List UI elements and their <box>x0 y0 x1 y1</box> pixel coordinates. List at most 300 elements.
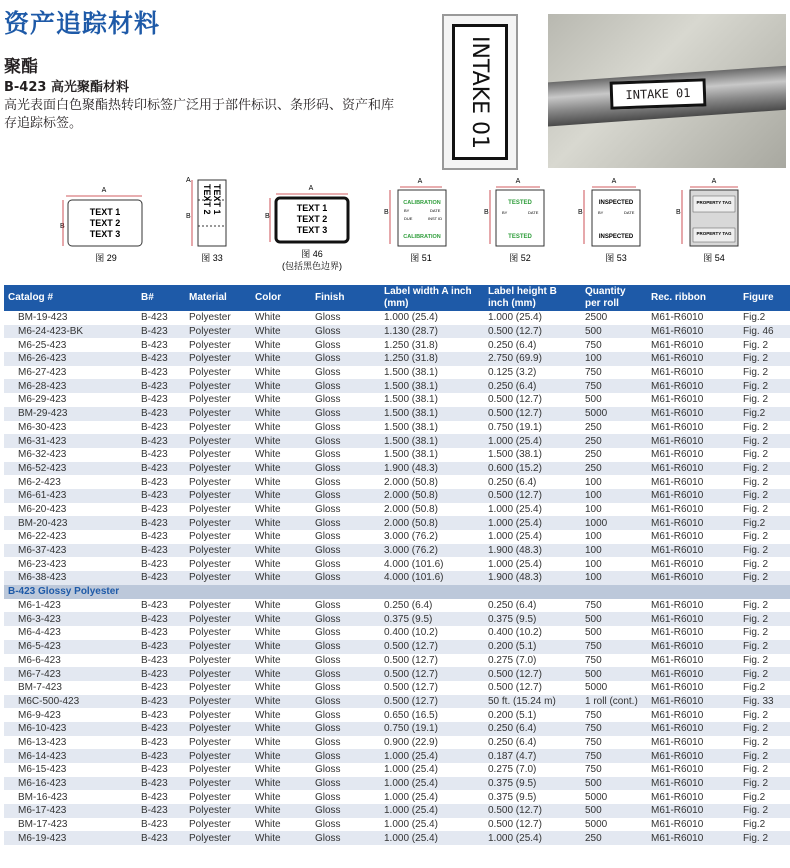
table-cell: M6-61-423 <box>4 489 137 503</box>
header-label-height: Label height B inch (mm) <box>484 285 581 311</box>
dim-a-label: A <box>308 185 314 192</box>
table-cell: Polyester <box>189 421 231 433</box>
table-cell: Polyester <box>185 749 251 763</box>
table-cell: Gloss <box>311 722 380 736</box>
table-cell: 4.000 (101.6) <box>380 571 484 585</box>
property-tag-heading: PROPERTY TAG <box>696 231 732 236</box>
table-cell: B-423 <box>137 804 185 818</box>
table-cell: Polyester <box>185 640 251 654</box>
table-cell: B-423 <box>137 612 185 626</box>
figure-caption: 图 53 <box>605 253 627 263</box>
table-row <box>4 544 790 558</box>
table-cell: B-423 <box>137 831 185 845</box>
table-cell: 2.000 (50.8) <box>380 489 484 503</box>
table-cell: 1.000 (25.4) <box>384 791 438 803</box>
table-cell: 1.000 (25.4) <box>380 804 484 818</box>
table-row <box>4 557 790 571</box>
by-label: BY <box>502 210 508 215</box>
table-cell: 250 <box>581 462 647 476</box>
property-tag-heading: PROPERTY TAG <box>696 200 732 205</box>
table-cell: 1.000 (25.4) <box>380 777 484 791</box>
table-cell: Fig. 2 <box>743 394 769 406</box>
table-row <box>4 667 790 681</box>
table-cell: M61-R6010 <box>647 407 739 421</box>
table-cell: 0.500 (12.7) <box>484 407 581 421</box>
fig-text-line: TEXT 2 <box>89 218 121 228</box>
table-cell: Fig.2 <box>739 407 790 421</box>
table-cell: 0.375 (9.5) <box>484 612 581 626</box>
table-cell: M61-R6010 <box>651 339 704 351</box>
table-cell: White <box>255 449 281 461</box>
table-cell: 750 <box>585 654 602 666</box>
table-cell: 2500 <box>585 312 608 324</box>
table-cell: 100 <box>585 531 602 543</box>
table-cell: B-423 <box>137 462 185 476</box>
table-cell: M61-R6010 <box>651 531 704 543</box>
table-cell: Fig. 46 <box>739 325 790 339</box>
table-cell: White <box>255 791 281 803</box>
figure-46 <box>265 185 348 271</box>
table-row <box>4 612 790 626</box>
table-cell: White <box>251 571 311 585</box>
table-cell: Fig. 2 <box>739 462 790 476</box>
table-cell: M6-20-423 <box>18 503 67 515</box>
dim-b-label: B <box>676 209 681 216</box>
table-cell: 2.000 (50.8) <box>380 516 484 530</box>
table-cell: Gloss <box>315 339 341 351</box>
table-cell: M61-R6010 <box>651 421 704 433</box>
table-cell: 750 <box>581 749 647 763</box>
fig-text-line: TEXT 1 <box>89 207 121 217</box>
table-cell: 1.000 (25.4) <box>484 516 581 530</box>
table-cell: M61-R6010 <box>647 722 739 736</box>
table-cell: B-423 <box>141 654 168 666</box>
table-cell: White <box>251 544 311 558</box>
dim-b-label: B <box>186 213 191 220</box>
table-cell: 0.500 (12.7) <box>484 489 581 503</box>
table-cell: Fig.2 <box>743 312 766 324</box>
table-cell: B-423 <box>137 407 185 421</box>
table-cell: Polyester <box>189 476 231 488</box>
table-cell: Fig. 2 <box>743 421 769 433</box>
table-cell: 1.500 (38.1) <box>380 379 484 393</box>
table-cell: Polyester <box>185 434 251 448</box>
table-cell: B-423 <box>141 819 168 831</box>
table-cell: 1.500 (38.1) <box>384 367 438 379</box>
table-row <box>4 393 790 407</box>
table-cell: 500 <box>581 667 647 681</box>
table-cell: B-423 <box>137 325 185 339</box>
due-label: DUE <box>404 216 413 221</box>
table-cell: M61-R6010 <box>651 600 704 612</box>
table-cell: B-423 <box>137 489 185 503</box>
calibration-heading: CALIBRATION <box>403 234 441 240</box>
table-cell: 250 <box>581 831 647 845</box>
table-cell: White <box>251 667 311 681</box>
table-cell: M61-R6010 <box>651 791 704 803</box>
table-cell: Fig. 2 <box>739 804 790 818</box>
table-cell: B-423 <box>141 682 168 694</box>
table-cell: B-423 <box>141 339 168 351</box>
table-cell: M6-6-423 <box>18 654 61 666</box>
table-cell: M61-R6010 <box>647 831 739 845</box>
table-cell: White <box>251 516 311 530</box>
table-cell: M6-22-423 <box>18 531 67 543</box>
table-cell: 750 <box>585 367 602 379</box>
table-cell: Gloss <box>311 640 380 654</box>
table-cell: Fig. 2 <box>739 640 790 654</box>
fig-text-line: TEXT 1 <box>212 184 222 215</box>
table-cell: Gloss <box>311 325 380 339</box>
table-row <box>4 736 790 750</box>
table-cell: Polyester <box>189 503 231 515</box>
table-cell: M6-2-423 <box>18 476 61 488</box>
product-line: B-423 高光聚酯材料 <box>4 80 129 95</box>
figure-caption: 图 52 <box>509 253 531 263</box>
table-cell: B-423 <box>141 421 168 433</box>
table-row <box>4 695 790 709</box>
table-cell: B-423 <box>137 695 185 709</box>
figure-29 <box>60 187 142 263</box>
table-row <box>4 475 790 489</box>
date-label: DATE <box>624 210 635 215</box>
figure-caption: 图 29 <box>95 253 117 263</box>
table-cell: B-423 <box>141 449 168 461</box>
by-label: BY <box>598 210 604 215</box>
figure-53 <box>578 178 640 263</box>
date-label: DATE <box>528 210 539 215</box>
table-cell: Gloss <box>315 476 341 488</box>
table-cell: M61-R6010 <box>647 640 739 654</box>
inspected-heading: INSPECTED <box>598 200 634 206</box>
table-cell: White <box>255 682 281 694</box>
table-cell: M6-27-423 <box>18 367 67 379</box>
table-cell: Gloss <box>315 654 341 666</box>
table-cell: 2.750 (69.9) <box>484 352 581 366</box>
dim-b-label: B <box>578 209 583 216</box>
table-cell: B-423 <box>141 764 168 776</box>
table-cell: White <box>255 476 281 488</box>
table-row <box>4 831 790 845</box>
table-row <box>4 749 790 763</box>
table-cell: White <box>251 407 311 421</box>
table-cell: Gloss <box>315 819 341 831</box>
table-cell: 1.250 (31.8) <box>380 352 484 366</box>
table-cell: Polyester <box>185 667 251 681</box>
table-cell: M61-R6010 <box>647 516 739 530</box>
table-cell: Gloss <box>315 503 341 515</box>
table-cell: B-423 <box>141 503 168 515</box>
table-cell: BM-20-423 <box>4 516 137 530</box>
table-cell: Polyester <box>189 394 231 406</box>
table-cell: 0.750 (19.1) <box>488 421 542 433</box>
table-cell: M61-R6010 <box>647 612 739 626</box>
table-cell: 0.500 (12.7) <box>380 640 484 654</box>
table-cell: 4.000 (101.6) <box>384 558 444 570</box>
table-cell: Gloss <box>315 600 341 612</box>
table-cell: M61-R6010 <box>647 777 739 791</box>
table-cell: Fig.2 <box>739 516 790 530</box>
table-cell: 750 <box>581 379 647 393</box>
table-cell: 0.250 (6.4) <box>488 736 537 748</box>
header-material: Material <box>185 285 251 311</box>
figure-caption: 图 51 <box>410 253 432 263</box>
fig-text-line: TEXT 2 <box>296 214 328 224</box>
table-cell: M61-R6010 <box>647 379 739 393</box>
table-cell: Gloss <box>315 421 341 433</box>
dim-a-label: A <box>611 178 617 185</box>
table-cell: Gloss <box>311 544 380 558</box>
table-cell: 0.250 (6.4) <box>484 379 581 393</box>
table-cell: Fig. 2 <box>739 571 790 585</box>
table-cell: Polyester <box>185 489 251 503</box>
table-cell: 500 <box>581 777 647 791</box>
table-cell: White <box>251 804 311 818</box>
table-cell: 1.900 (48.3) <box>484 571 581 585</box>
table-cell: M61-R6010 <box>651 654 704 666</box>
table-cell: Gloss <box>311 777 380 791</box>
table-row <box>4 722 790 736</box>
table-cell: M6-38-423 <box>4 571 137 585</box>
table-header-row <box>4 285 790 311</box>
table-cell: 750 <box>585 339 602 351</box>
dim-b-label: B <box>265 213 270 220</box>
table-cell: White <box>255 709 281 721</box>
table-cell: BM-17-423 <box>18 819 68 831</box>
table-cell: 0.275 (7.0) <box>488 764 537 776</box>
table-row <box>4 626 790 640</box>
table-row <box>4 407 790 421</box>
table-row <box>4 708 790 722</box>
table-cell: B-423 <box>137 379 185 393</box>
table-cell: 0.750 (19.1) <box>380 722 484 736</box>
figures-strip <box>0 170 790 278</box>
table-cell: 1.000 (25.4) <box>384 819 438 831</box>
table-row <box>4 489 790 503</box>
table-cell: Fig. 2 <box>739 352 790 366</box>
table-cell: Polyester <box>185 325 251 339</box>
table-cell: White <box>255 394 281 406</box>
table-cell: 0.375 (9.5) <box>484 777 581 791</box>
table-cell: M61-R6010 <box>651 394 704 406</box>
tested-heading: TESTED <box>508 200 532 206</box>
table-row <box>4 503 790 517</box>
table-cell: 100 <box>581 489 647 503</box>
table-cell: 750 <box>585 736 602 748</box>
table-cell: B-423 <box>137 434 185 448</box>
dim-a-label: A <box>711 178 717 185</box>
table-cell: M6-3-423 <box>4 612 137 626</box>
sample-label-image <box>442 14 518 170</box>
table-cell: 5000 <box>585 682 608 694</box>
table-cell: 100 <box>585 476 602 488</box>
section-title: 聚酯 <box>4 57 38 77</box>
table-cell: B-423 <box>141 627 168 639</box>
fig-text-line: TEXT 2 <box>202 184 212 215</box>
table-cell: M61-R6010 <box>647 462 739 476</box>
table-cell: 2.000 (50.8) <box>384 476 438 488</box>
table-cell: 0.250 (6.4) <box>484 722 581 736</box>
table-cell: M6-1-423 <box>18 600 61 612</box>
table-cell: B-423 <box>137 722 185 736</box>
table-cell: Fig.2 <box>743 791 766 803</box>
table-cell: Polyester <box>185 352 251 366</box>
table-cell: M61-R6010 <box>647 434 739 448</box>
table-cell: White <box>251 352 311 366</box>
table-cell: B-423 <box>141 476 168 488</box>
table-cell: White <box>255 736 281 748</box>
table-cell: Fig.2 <box>743 682 766 694</box>
table-cell: White <box>255 600 281 612</box>
table-cell: 1.250 (31.8) <box>384 339 438 351</box>
table-cell: Fig. 2 <box>739 544 790 558</box>
table-cell: Polyester <box>185 379 251 393</box>
table-cell: 0.125 (3.2) <box>488 367 537 379</box>
table-cell: 0.375 (9.5) <box>488 791 537 803</box>
table-cell: 1.130 (28.7) <box>380 325 484 339</box>
table-cell: 100 <box>585 558 602 570</box>
table-cell: 0.500 (12.7) <box>488 682 542 694</box>
table-cell: White <box>255 558 281 570</box>
table-cell: White <box>255 531 281 543</box>
table-cell: M6-13-423 <box>18 736 67 748</box>
table-cell: B-423 <box>141 791 168 803</box>
fig-text-line: TEXT 1 <box>296 203 328 213</box>
table-cell: B-423 <box>137 640 185 654</box>
table-cell: 750 <box>585 764 602 776</box>
table-cell: BM-19-423 <box>18 312 68 324</box>
table-cell: Gloss <box>311 516 380 530</box>
table-cell: BM-16-423 <box>18 791 68 803</box>
table-cell: White <box>255 503 281 515</box>
table-cell: M6-5-423 <box>4 640 137 654</box>
table-row <box>4 311 790 325</box>
table-cell: 1.900 (48.3) <box>484 544 581 558</box>
figure-caption-note: (包括黑色边界) <box>282 261 342 271</box>
table-cell: B-423 <box>141 736 168 748</box>
table-cell: Gloss <box>311 407 380 421</box>
dim-b-label: B <box>384 209 389 216</box>
table-cell: Gloss <box>315 709 341 721</box>
table-cell: White <box>255 654 281 666</box>
figure-51 <box>384 178 446 263</box>
table-cell: Polyester <box>189 654 231 666</box>
table-cell: 0.200 (5.1) <box>484 640 581 654</box>
table-row <box>4 818 790 832</box>
table-cell: Fig. 2 <box>743 476 769 488</box>
table-row <box>4 530 790 544</box>
table-cell: Polyester <box>189 736 231 748</box>
table-cell: White <box>255 764 281 776</box>
table-row <box>4 434 790 448</box>
dim-a-label: A <box>101 187 107 194</box>
table-cell: White <box>251 695 311 709</box>
table-cell: Polyester <box>185 407 251 421</box>
table-row <box>4 681 790 695</box>
table-cell: 500 <box>581 804 647 818</box>
table-cell: M61-R6010 <box>647 544 739 558</box>
table-cell: Fig. 2 <box>739 434 790 448</box>
table-cell: 750 <box>585 709 602 721</box>
table-cell: B-423 <box>137 749 185 763</box>
table-cell: M6-25-423 <box>18 339 67 351</box>
table-cell: M61-R6010 <box>647 695 739 709</box>
table-cell: Polyester <box>185 571 251 585</box>
table-cell: M6-19-423 <box>4 831 137 845</box>
table-cell: 0.500 (12.7) <box>380 695 484 709</box>
page-title: 资产追踪材料 <box>4 9 161 38</box>
table-cell: B-423 <box>137 667 185 681</box>
table-cell: 1.900 (48.3) <box>380 462 484 476</box>
table-cell: White <box>255 819 281 831</box>
table-cell: M61-R6010 <box>647 489 739 503</box>
table-cell: 750 <box>581 640 647 654</box>
table-cell: M61-R6010 <box>651 449 704 461</box>
table-row <box>4 325 790 339</box>
table-cell: Gloss <box>311 612 380 626</box>
header-ribbon: Rec. ribbon <box>647 285 739 311</box>
table-cell: Polyester <box>185 612 251 626</box>
table-cell: Fig. 2 <box>743 503 769 515</box>
pipe-photo <box>548 14 786 168</box>
table-cell: Gloss <box>315 791 341 803</box>
table-cell: 5000 <box>581 407 647 421</box>
table-body-glossy <box>4 599 790 845</box>
table-cell: Gloss <box>315 682 341 694</box>
table-cell: Gloss <box>315 531 341 543</box>
figure-caption: 图 54 <box>703 253 725 263</box>
table-cell: B-423 <box>137 516 185 530</box>
table-row <box>4 640 790 654</box>
table-cell: Fig. 2 <box>739 379 790 393</box>
table-cell: 1.000 (25.4) <box>380 749 484 763</box>
table-cell: 1.500 (38.1) <box>384 421 438 433</box>
table-cell: 0.500 (12.7) <box>488 394 542 406</box>
table-cell: Gloss <box>311 462 380 476</box>
table-cell: White <box>255 339 281 351</box>
table-cell: Fig. 2 <box>739 667 790 681</box>
table-cell: 500 <box>585 394 602 406</box>
table-cell: White <box>255 627 281 639</box>
table-cell: 1.000 (25.4) <box>484 434 581 448</box>
table-cell: Polyester <box>189 819 231 831</box>
table-cell: Fig.2 <box>743 819 766 831</box>
table-cell: Gloss <box>311 667 380 681</box>
table-cell: 0.250 (6.4) <box>488 339 537 351</box>
table-cell: Fig. 2 <box>739 722 790 736</box>
table-cell: Gloss <box>315 627 341 639</box>
table-cell: 250 <box>585 421 602 433</box>
table-cell: Polyester <box>185 804 251 818</box>
table-cell: Polyester <box>189 682 231 694</box>
table-row <box>4 804 790 818</box>
table-cell: M6-26-423 <box>4 352 137 366</box>
table-cell: Polyester <box>189 531 231 543</box>
table-cell: Polyester <box>185 544 251 558</box>
table-cell: Gloss <box>311 489 380 503</box>
table-cell: BM-29-423 <box>4 407 137 421</box>
table-cell: B-423 <box>141 600 168 612</box>
by-label: BY <box>404 208 410 213</box>
table-cell: M61-R6010 <box>647 667 739 681</box>
table-cell: 0.200 (5.1) <box>488 709 537 721</box>
table-row <box>4 763 790 777</box>
table-cell: 5000 <box>585 819 608 831</box>
table-cell: Fig. 2 <box>743 709 769 721</box>
table-cell: Polyester <box>189 709 231 721</box>
table-cell: Polyester <box>189 449 231 461</box>
table-cell: M61-R6010 <box>647 749 739 763</box>
